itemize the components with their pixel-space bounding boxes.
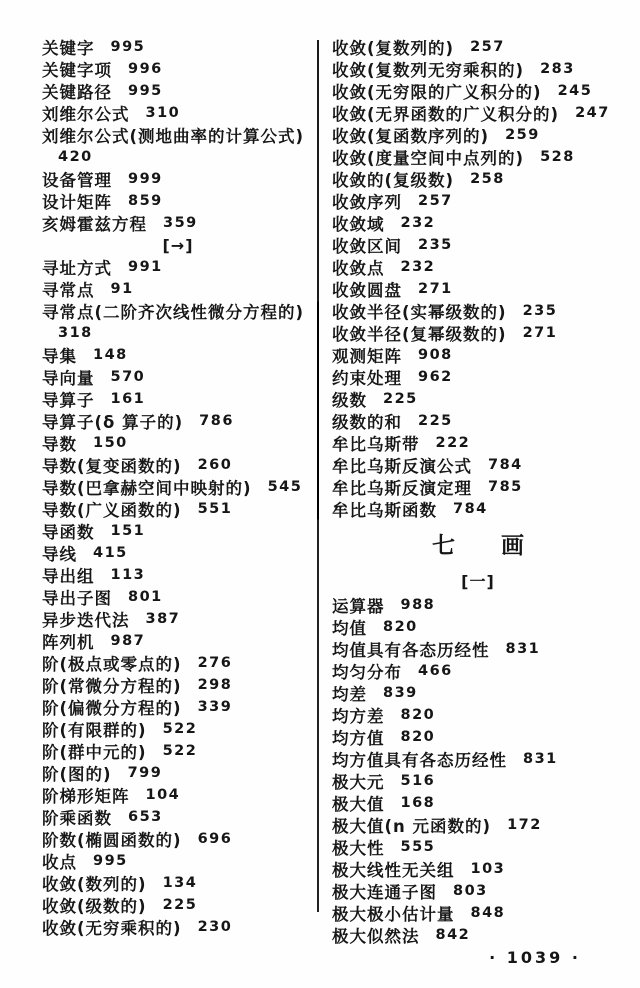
entry-term: 牟比乌斯函数 [332,501,437,520]
entry-page-number: 415 [93,545,128,561]
entry-term: 收敛区间 [332,237,402,256]
entry-term: 刘维尔公式(测地曲率的计算公式) [42,127,305,146]
entry-page-number: 785 [488,479,523,495]
entry-term: 收敛点 [332,259,385,278]
index-entry [42,916,314,938]
index-entry [332,726,624,748]
index-entry [332,594,624,616]
entry-page-number: 528 [540,149,575,165]
entry-term: 阶(群中元的) [42,743,147,762]
entry-page-number: 172 [507,817,542,833]
index-entry [332,234,624,256]
index-entry [332,146,624,168]
entry-term: 关键路径 [42,83,112,102]
entry-term: 约束处理 [332,369,402,388]
entry-page-number: 271 [418,281,453,297]
entry-page-number: 225 [162,897,198,913]
index-entry [332,748,624,770]
index-entry [42,828,314,850]
index-entry [332,212,624,234]
entry-term: 均差 [332,685,367,704]
index-entry [42,190,314,212]
entry-term: 收敛半径(复幂级数的) [332,325,507,344]
index-entry [42,388,314,410]
entry-page-number: 820 [400,707,436,723]
entry-page-number: 466 [418,663,453,679]
entry-term: 亥姆霍兹方程 [42,215,147,234]
entry-page-number: 245 [557,83,593,99]
index-column-right [332,36,624,946]
entry-term: 观测矩阵 [332,347,402,366]
entry-term: 极大线性无关组 [332,861,455,880]
entry-page-number: 257 [470,39,505,55]
index-entry [332,880,624,902]
index-entry [42,476,314,498]
entry-page-number: 996 [128,61,163,77]
entry-page-number: 545 [267,479,303,495]
entry-page-number: 298 [197,677,233,693]
entry-page-number: 247 [575,105,610,121]
entry-term: 收敛(无穷乘积的) [42,919,182,938]
entry-page-number: 161 [110,391,146,407]
entry-page-number: 999 [128,171,163,187]
stroke-group-marker: [一] [461,571,495,591]
entry-term: 寻址方式 [42,259,112,278]
entry-page-number: 784 [488,457,523,473]
entry-term: 设计矩阵 [42,193,112,212]
index-entry [42,344,314,366]
entry-term: 导数(广义函数的) [42,501,182,520]
index-entry [42,124,314,146]
entry-term: 收敛(复数列的) [332,39,455,58]
entry-page-number: 232 [400,259,436,275]
entry-term: 导算子(δ 算子的) [42,413,184,432]
entry-page-number: 91 [110,281,134,297]
entry-term: 均方差 [332,707,385,726]
index-entry [42,80,314,102]
entry-page-number: 235 [522,303,558,319]
entry-page-number: 516 [400,773,436,789]
entry-term: 异步迭代法 [42,611,130,630]
entry-term: 寻常点(二阶齐次线性微分方程的) [42,303,305,322]
entry-term: 导向量 [42,369,95,388]
entry-term: 收敛(数列的) [42,875,147,894]
entry-term: 运算器 [332,597,385,616]
column-divider-line [317,40,319,912]
entry-term: 阵列机 [42,633,95,652]
entry-page-number: 995 [128,83,163,99]
index-entry [42,520,314,542]
index-entry [42,762,314,784]
index-entry [42,58,314,80]
stroke-group-marker: [→] [162,235,194,255]
index-entry [42,586,314,608]
entry-page-number: 359 [163,215,198,231]
index-entry [332,792,624,814]
entry-term: 收敛(复函数序列的) [332,127,490,146]
index-entry [332,638,624,660]
index-entry [42,718,314,740]
entry-term: 阶乘函数 [42,809,112,828]
index-entry [332,168,624,190]
entry-page-number: 168 [400,795,436,811]
index-entry [332,366,624,388]
entry-page-number: 991 [128,259,163,275]
index-entry [332,322,624,344]
index-entry [42,542,314,564]
entry-page-number: 257 [418,193,453,209]
entry-page-number: 113 [110,567,146,583]
entry-term: 均方值具有各态历经性 [332,751,507,770]
index-entry [332,388,624,410]
entry-term: 均匀分布 [332,663,402,682]
index-entry [332,124,624,146]
entry-page-number: 988 [400,597,436,613]
index-entry-continuation [42,322,314,344]
entry-page-number: 151 [110,523,146,539]
entry-term: 阶(有限群的) [42,721,147,740]
entry-term: 牟比乌斯反演公式 [332,457,472,476]
entry-term: 导数 [42,435,77,454]
index-entry [42,674,314,696]
index-entry [332,660,624,682]
entry-page-number: 134 [162,875,198,891]
entry-term: 阶(极点或零点的) [42,655,182,674]
index-entry [42,608,314,630]
entry-term: 阶数(椭圆函数的) [42,831,182,850]
entry-term: 极大似然法 [332,927,420,946]
entry-page-number: 570 [110,369,146,385]
index-entry [42,652,314,674]
index-entry [42,630,314,652]
entry-term: 寻常点 [42,281,95,300]
entry-term: 牟比乌斯带 [332,435,420,454]
entry-term: 阶梯形矩阵 [42,787,130,806]
index-entry [332,616,624,638]
entry-page-number: 276 [197,655,233,671]
index-entry [42,872,314,894]
entry-term: 导线 [42,545,77,564]
index-column-left [42,36,314,938]
index-entry [332,836,624,858]
entry-term: 收敛序列 [332,193,402,212]
entry-page-number: 995 [93,853,128,869]
entry-term: 均值具有各态历经性 [332,641,490,660]
entry-term: 收敛半径(实幂级数的) [332,303,507,322]
entry-page-number: 225 [383,391,418,407]
page-number: · 1039 · [489,948,581,967]
index-entry [42,696,314,718]
entry-page-number: 225 [418,413,453,429]
entry-page-number: 232 [400,215,436,231]
entry-page-number: 799 [127,765,163,781]
entry-term: 设备管理 [42,171,112,190]
entry-term: 收敛(度量空间中点列的) [332,149,525,168]
entry-page-number: 839 [383,685,418,701]
entry-page-number: 831 [523,751,558,767]
index-entry [332,704,624,726]
entry-page-number: 230 [197,919,233,935]
entry-page-number: 848 [470,905,506,921]
index-entry-continuation [42,146,314,168]
entry-page-number: 784 [453,501,488,517]
index-entry [42,278,314,300]
entry-page-number: 271 [522,325,558,341]
entry-page-number: 339 [197,699,233,715]
entry-page-number: 258 [470,171,505,187]
entry-page-number: 150 [93,435,128,451]
index-entry [42,256,314,278]
index-entry [332,454,624,476]
entry-page-number: 387 [145,611,181,627]
entry-term: 刘维尔公式 [42,105,130,124]
entry-page-number: 148 [93,347,128,363]
entry-term: 收敛(无界函数的广义积分的) [332,105,560,124]
entry-term: 均方值 [332,729,385,748]
index-entry [42,366,314,388]
index-entry [332,410,624,432]
entry-page-number: 696 [197,831,233,847]
entry-term: 级数 [332,391,367,410]
entry-page-number: 803 [453,883,488,899]
index-entry [332,344,624,366]
index-entry [332,256,624,278]
entry-term: 导函数 [42,523,95,542]
index-entry [332,36,624,58]
index-entry [42,432,314,454]
index-entry [42,102,314,124]
index-entry [332,102,624,124]
entry-term: 导算子 [42,391,95,410]
entry-page-number: 859 [128,193,163,209]
entry-term: 收敛圆盘 [332,281,402,300]
entry-term: 收敛(复数列无穷乘积的) [332,61,525,80]
entry-page-number: 786 [199,413,234,429]
index-entry [332,902,624,924]
entry-page-number: 283 [540,61,575,77]
entry-term: 极大性 [332,839,385,858]
index-entry [42,740,314,762]
entry-term: 关键字 [42,39,95,58]
entry-page-number: 801 [128,589,163,605]
entry-page-number: 962 [418,369,453,385]
entry-term: 阶(常微分方程的) [42,677,182,696]
entry-page-number: 310 [145,105,181,121]
index-entry [42,168,314,190]
index-entry [42,784,314,806]
entry-page-number: 908 [418,347,453,363]
entry-page-number: 420 [58,149,93,165]
entry-term: 收敛的(复级数) [332,171,455,190]
entry-page-number: 555 [400,839,436,855]
entry-page-number: 842 [435,927,471,943]
entry-page-number: 820 [383,619,418,635]
index-entry [42,454,314,476]
entry-term: 级数的和 [332,413,402,432]
entry-term: 关键字项 [42,61,112,80]
index-entry [42,806,314,828]
entry-page-number: 522 [162,743,198,759]
entry-term: 收敛(级数的) [42,897,147,916]
entry-page-number: 222 [435,435,471,451]
index-entry [332,770,624,792]
entry-term: 导集 [42,347,77,366]
entry-page-number: 522 [162,721,198,737]
entry-term: 极大连通子图 [332,883,437,902]
entry-term: 导出子图 [42,589,112,608]
index-entry [332,58,624,80]
index-entry [332,476,624,498]
index-entry [332,190,624,212]
entry-term: 极大值(n 元函数的) [332,817,492,836]
index-entry [42,564,314,586]
index-entry [332,432,624,454]
entry-term: 导数(复变函数的) [42,457,182,476]
entry-page-number: 831 [505,641,541,657]
entry-term: 极大极小估计量 [332,905,455,924]
index-entry [42,300,314,322]
section-heading: 七 画 [432,532,524,559]
index-entry [332,814,624,836]
entry-page-number: 260 [197,457,233,473]
index-entry [332,682,624,704]
entry-page-number: 103 [470,861,506,877]
entry-page-number: 820 [400,729,436,745]
entry-page-number: 995 [110,39,146,55]
index-entry [42,850,314,872]
index-entry [332,80,624,102]
index-entry [332,498,624,520]
entry-term: 极大值 [332,795,385,814]
entry-page-number: 235 [418,237,453,253]
entry-term: 收敛(无穷限的广义积分的) [332,83,542,102]
index-entry [332,300,624,322]
entry-page-number: 653 [128,809,163,825]
entry-term: 极大元 [332,773,385,792]
index-entry [42,36,314,58]
entry-term: 导出组 [42,567,95,586]
index-entry [42,410,314,432]
index-entry [332,924,624,946]
index-entry [42,894,314,916]
entry-page-number: 318 [58,325,93,341]
entry-page-number: 104 [145,787,181,803]
entry-term: 阶(偏微分方程的) [42,699,182,718]
index-entry [332,858,624,880]
entry-term: 牟比乌斯反演定理 [332,479,472,498]
entry-page-number: 987 [110,633,146,649]
index-entry [332,278,624,300]
entry-term: 均值 [332,619,367,638]
entry-page-number: 551 [197,501,233,517]
entry-term: 导数(巴拿赫空间中映射的) [42,479,252,498]
entry-term: 收敛域 [332,215,385,234]
index-entry [42,212,314,234]
index-entry [42,498,314,520]
entry-term: 收点 [42,853,77,872]
entry-page-number: 259 [505,127,540,143]
entry-term: 阶(图的) [42,765,112,784]
